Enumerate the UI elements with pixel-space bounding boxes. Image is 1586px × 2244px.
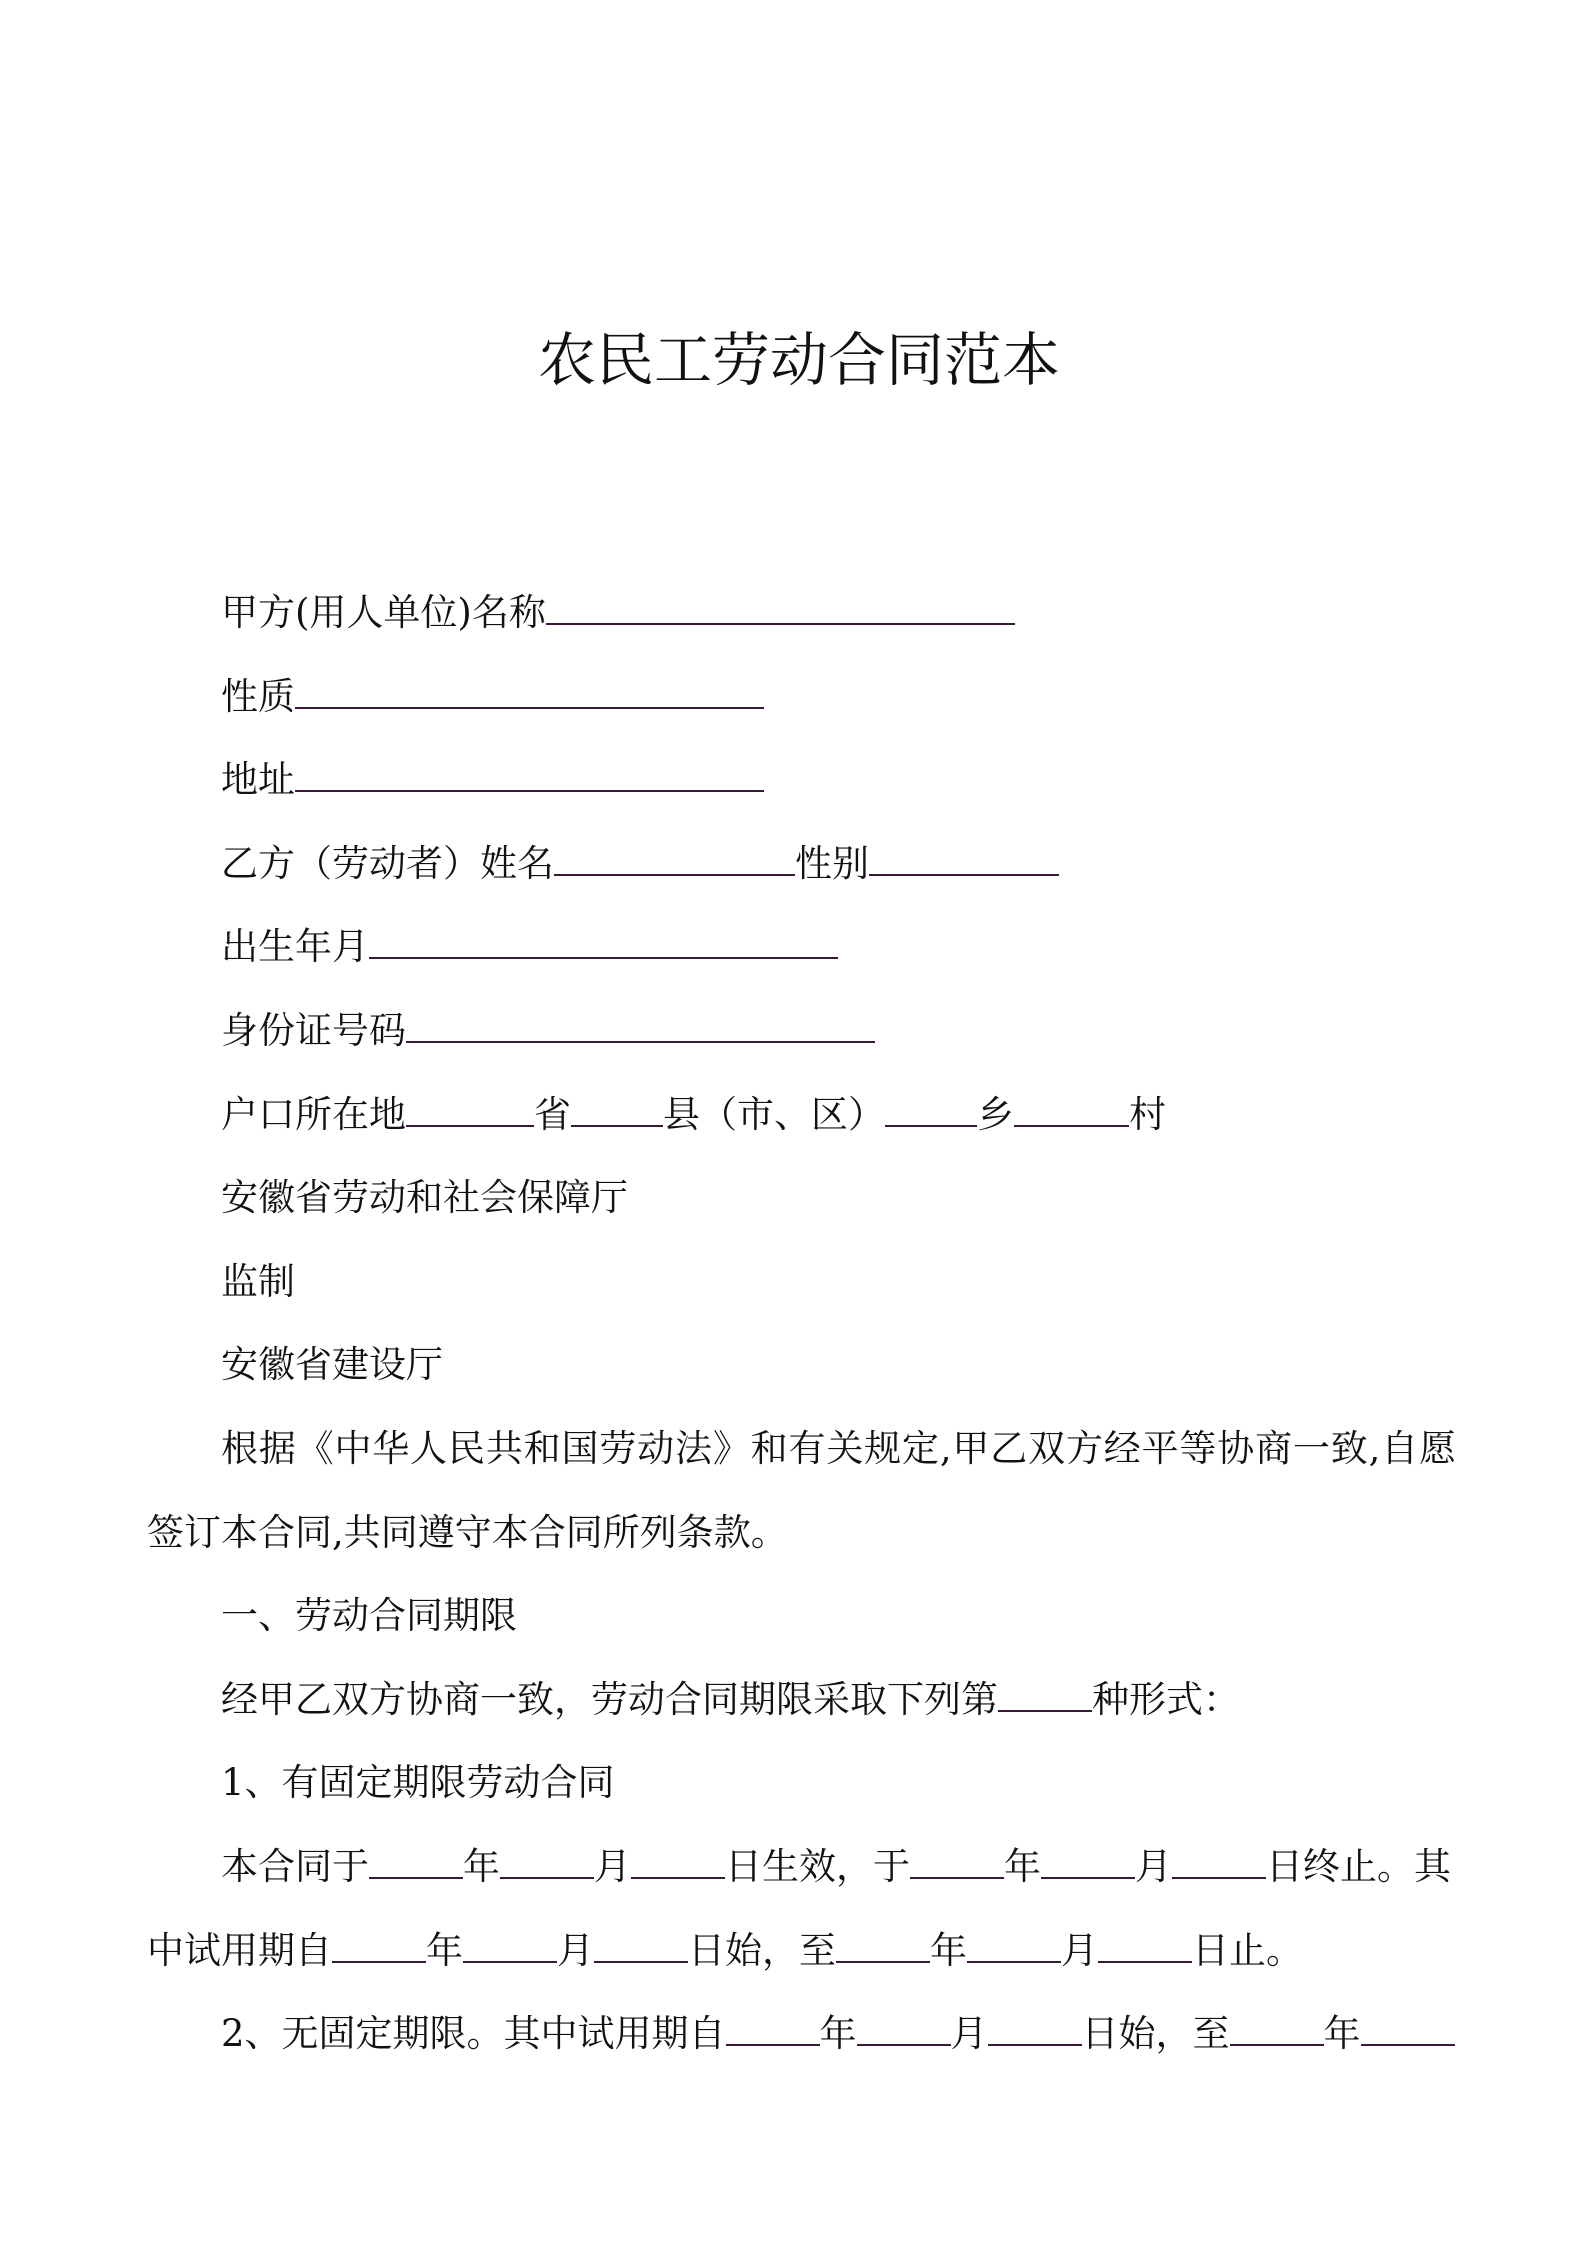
text: 日止。 (1192, 1928, 1303, 1972)
label: 出生年月 (221, 925, 369, 969)
blank-field[interactable] (869, 844, 1059, 876)
blank-field[interactable] (463, 1931, 557, 1963)
label: 性质 (221, 674, 295, 718)
blank-field[interactable] (885, 1095, 977, 1127)
text: 种形式： (1092, 1677, 1240, 1721)
blank-field[interactable] (500, 1847, 594, 1879)
label: 县（市、区） (663, 1092, 885, 1136)
blank-field[interactable] (571, 1095, 663, 1127)
text: 年 (1004, 1844, 1041, 1888)
label: 乡 (977, 1092, 1014, 1136)
blank-field[interactable] (631, 1847, 725, 1879)
text: 月 (1135, 1844, 1172, 1888)
item-2-line-1 (147, 1992, 1456, 2076)
label: 性别 (795, 841, 869, 885)
text: 本合同于 (221, 1844, 369, 1888)
label: 村 (1129, 1092, 1166, 1136)
blank-field[interactable] (836, 1931, 930, 1963)
text: 中试用期自 (147, 1928, 332, 1972)
id-line (147, 989, 1456, 1073)
blank-field[interactable] (369, 927, 838, 959)
blank-field[interactable] (726, 2014, 820, 2046)
issuer-3: 安徽省建设厅 (221, 1343, 443, 1387)
nature-line (147, 655, 1456, 739)
label: 乙方（劳动者）姓名 (221, 841, 554, 885)
blank-field[interactable] (546, 593, 1015, 625)
label: 地址 (221, 758, 295, 802)
preamble-line-2: 签订本合同,共同遵守本合同所列条款。 (147, 1510, 788, 1554)
text: 年 (819, 2012, 857, 2056)
blank-field[interactable] (1172, 1847, 1266, 1879)
text: 月 (557, 1928, 594, 1972)
item-1-heading: 1、有固定期限劳动合同 (221, 1761, 615, 1805)
hukou-line (147, 1073, 1456, 1157)
text: 年 (930, 1928, 967, 1972)
text: 月 (1061, 1928, 1098, 1972)
blank-field[interactable] (332, 1931, 426, 1963)
blank-field[interactable] (406, 1095, 534, 1127)
address-line (147, 738, 1456, 822)
text: 年 (463, 1844, 500, 1888)
item-1-line-2 (147, 1909, 1456, 1993)
party-a-name-line (147, 571, 1456, 655)
item-1-line-1 (147, 1825, 1456, 1909)
blank-field[interactable] (910, 1847, 1004, 1879)
text: 月 (950, 2012, 988, 2056)
blank-field[interactable] (998, 1680, 1092, 1712)
section-1-heading: 一、劳动合同期限 (221, 1594, 517, 1638)
party-b-line (147, 822, 1456, 906)
text: 年 (1323, 2012, 1361, 2056)
blank-field[interactable] (406, 1011, 875, 1043)
text: 2、无固定期限。其中试用期自 (221, 2012, 726, 2056)
birth-line (147, 905, 1456, 989)
blank-field[interactable] (857, 2014, 951, 2046)
document-title: 农民工劳动合同范本 (537, 326, 1060, 394)
blank-field[interactable] (1361, 2014, 1455, 2046)
document-body (147, 571, 1456, 2076)
blank-field[interactable] (1098, 1931, 1192, 1963)
blank-field[interactable] (1014, 1095, 1129, 1127)
text: 日终止。其 (1266, 1844, 1451, 1888)
text: 月 (594, 1844, 631, 1888)
text: 日生效，于 (725, 1844, 910, 1888)
preamble-line-1: 根据《中华人民共和国劳动法》和有关规定,甲乙双方经平等协商一致,自愿 (221, 1426, 1456, 1470)
blank-field[interactable] (1041, 1847, 1135, 1879)
issuer-1: 安徽省劳动和社会保障厅 (221, 1176, 628, 1220)
issuer-2: 监制 (221, 1259, 295, 1303)
label: 甲方(用人单位)名称 (221, 591, 546, 634)
label: 省 (534, 1092, 571, 1136)
blank-field[interactable] (594, 1931, 688, 1963)
blank-field[interactable] (1230, 2014, 1324, 2046)
label: 身份证号码 (221, 1008, 406, 1052)
blank-field[interactable] (554, 844, 795, 876)
text: 经甲乙双方协商一致，劳动合同期限采取下列第 (221, 1677, 998, 1721)
blank-field[interactable] (295, 677, 764, 709)
blank-field[interactable] (295, 760, 764, 792)
section-1-intro (147, 1658, 1456, 1742)
text: 日始，至 (1081, 2012, 1230, 2056)
blank-field[interactable] (369, 1847, 463, 1879)
text: 年 (426, 1928, 463, 1972)
blank-field[interactable] (988, 2014, 1082, 2046)
blank-field[interactable] (967, 1931, 1061, 1963)
text: 日始，至 (688, 1928, 836, 1972)
label: 户口所在地 (221, 1092, 406, 1136)
